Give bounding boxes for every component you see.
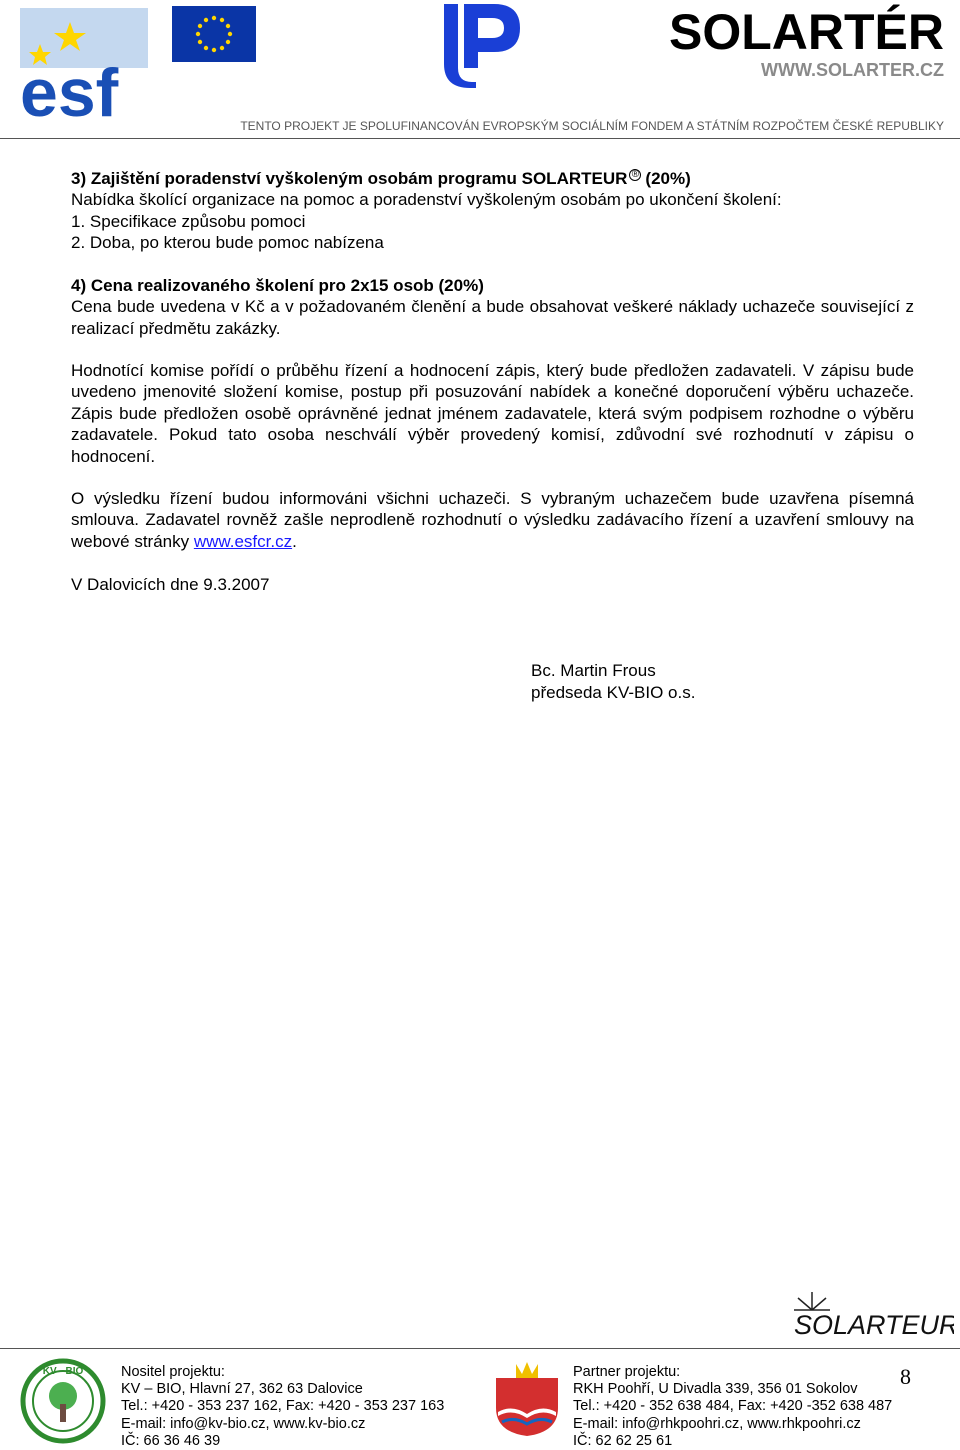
registered-mark: ®	[629, 169, 641, 181]
result-paragraph: O výsledku řízení budou informováni všichni uchazeči. S vybraným uchazečem bude uzavřena písemná smlouva. Zadavatel rovněž zašle neprodleně rozhodnutí o výsledku zadávacího řízení a uzavření smlouvy na webové stránky www.esfcr.cz.	[71, 489, 914, 551]
kv-bio-logo	[20, 1358, 106, 1444]
signature-block	[531, 660, 695, 704]
footer-left-ic: IČ: 66 36 46 39	[121, 1432, 221, 1449]
footer-left-email[interactable]: E-mail: info@kv-bio.cz, www.kv-bio.cz	[121, 1415, 366, 1432]
footer-right-ic: IČ: 62 62 25 61	[573, 1432, 673, 1449]
footer-left-address: KV – BIO, Hlavní 27, 362 63 Dalovice	[121, 1381, 363, 1398]
section-3-heading: 3) Zajištění poradenství vyškoleným osobám programu SOLARTEUR ® (20%)	[71, 169, 691, 188]
place-date: V Dalovicích dne 9.3.2007	[71, 575, 270, 594]
esf-logo	[18, 4, 150, 120]
op-logo-icon	[436, 2, 526, 88]
section-3-item-1: 1. Specifikace způsobu pomoci	[71, 211, 306, 231]
section-3-item-2: 2. Doba, po kterou bude pomoc nabízena	[71, 233, 384, 253]
brand-name: SOLARTÉR	[669, 4, 944, 60]
solarteur-logo-text: SOLARTEUR	[794, 1310, 954, 1340]
esf-logo-text: esf	[20, 55, 119, 120]
footer-left-phone: Tel.: +420 - 353 237 162, Fax: +420 - 353 237 163	[121, 1398, 445, 1415]
kv-bio-logo-text: KV - BIO	[42, 1366, 84, 1377]
footer-right-title: Partner projektu:	[573, 1364, 681, 1380]
commission-paragraph: Hodnotící komise pořídí o průběhu řízení a hodnocení zápis, který bude předložen zadavateli. V zápisu bude uvedeno jmenovité složení komise, postup při posuzování nabídek a konečné doporučení výběru uchazeče. Zápis bude předložen osobě oprávněné jednat jménem zadavatele, která svým podpisem rozhodne o výběru zadavatele. Pokud tato osoba neschválí výběr provedený komisí, zdůvodní své rozhodnutí v zápisu o hodnocení.	[71, 361, 914, 466]
signatory-role: předseda KV-BIO o.s.	[531, 683, 696, 702]
brand-url[interactable]: WWW.SOLARTER.CZ	[761, 60, 944, 80]
eu-flag-icon	[172, 6, 256, 62]
footer-left-title: Nositel projektu:	[121, 1364, 225, 1380]
section-3-line: Nabídka školící organizace na pomoc a poradenství vyškoleným osobám po ukončení školení:	[71, 190, 782, 210]
section-3	[71, 168, 914, 254]
rkh-logo	[490, 1360, 564, 1436]
solarteur-logo	[790, 1290, 954, 1340]
header-divider	[0, 138, 960, 139]
footer-project-holder	[121, 1364, 444, 1450]
footer-right-email[interactable]: E-mail: info@rhkpoohri.cz, www.rhkpoohri.cz	[573, 1415, 861, 1432]
esfcr-link[interactable]: www.esfcr.cz	[193, 531, 293, 551]
section-4-text: Cena bude uvedena v Kč a v požadovaném členění a bude obsahovat veškeré náklady uchazeče související z realizací předmětu zakázky.	[71, 297, 914, 338]
footer-partner	[573, 1364, 892, 1450]
footer-divider	[0, 1348, 960, 1349]
section-4	[71, 275, 914, 339]
page-number: 8	[900, 1364, 911, 1389]
footer-right-phone: Tel.: +420 - 352 638 484, Fax: +420 -352 638 487	[573, 1398, 893, 1415]
section-4-heading: 4) Cena realizovaného školení pro 2x15 osob (20%)	[71, 276, 484, 295]
cofinancing-note: TENTO PROJEKT JE SPOLUFINANCOVÁN EVROPSKÝM SOCIÁLNÍM FONDEM A STÁTNÍM ROZPOČTEM ČESKÉ REPUBLIKY	[240, 119, 944, 133]
signatory-name: Bc. Martin Frous	[531, 661, 656, 680]
footer-right-address: RKH Poohří, U Divadla 339, 356 01 Sokolov	[573, 1381, 858, 1398]
